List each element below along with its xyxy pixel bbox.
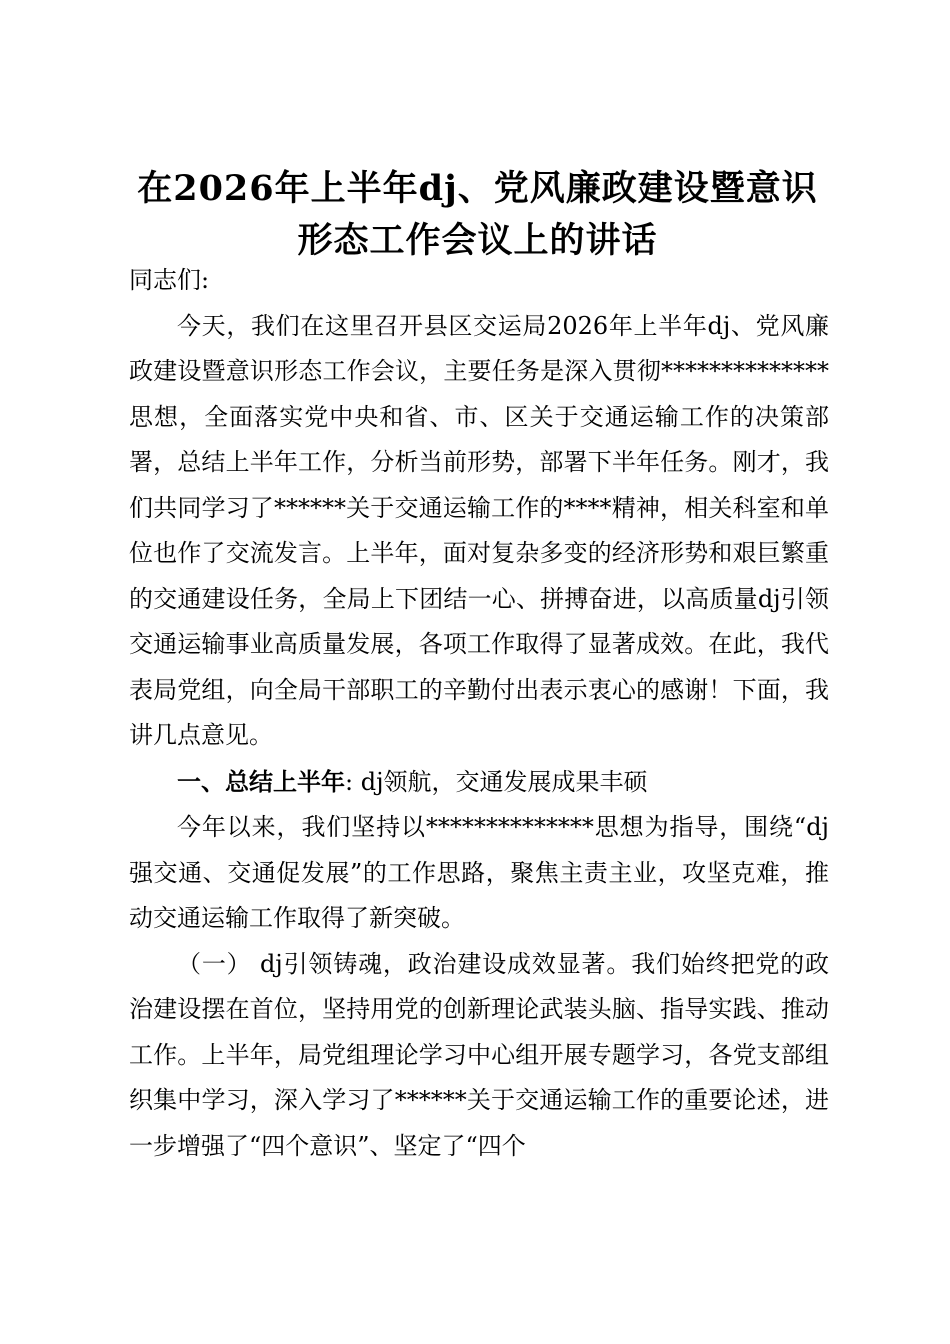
- section-heading-1: [129, 759, 829, 806]
- document-body: [129, 258, 829, 1169]
- paragraph-subsection-1: （一） dj引领铸魂，政治建设成效显著。我们始终把党的政治建设摆在首位，坚持用党的创新理论武装头脑、指导实践、推动工作。上半年，局党组理论学习中心组开展专题学习，各党支部组织集中学习，深入学习了******关于交通运输工作的重要论述，进一步增强了“四个意识”、坚定了“四个: [129, 949, 829, 1160]
- section-heading-label: 一、总结上半年: [177, 766, 345, 796]
- section-heading-text: : dj领航，交通发展成果丰硕: [345, 767, 648, 796]
- paragraph-intro: 今天，我们在这里召开县区交运局2026年上半年dj、党风廉政建设暨意识形态工作会议，主要任务是深入贯彻**************思想，全面落实党中央和省、市、区关于交通运输工作的决策部署，总结上半年工作，分析当前形势，部署下半年任务。刚才，我们共同学习了******关于交通运输工作的****精神，相关科室和单位也作了交流发言。上半年，面对复杂多变的经济形势和艰巨繁重的交通建设任务，全局上下团结一心、拼搏奋进，以高质量dj引领交通运输事业高质量发展，各项工作取得了显著成效。在此，我代表局党组，向全局干部职工的辛勤付出表示衷心的感谢！下面，我讲几点意见。: [129, 311, 829, 749]
- document-title: 在2026年上半年dj、党风廉政建设暨意识形态工作会议上的讲话: [137, 168, 818, 261]
- paragraph-section-1: 今年以来，我们坚持以**************思想为指导，围绕“dj强交通、交通促发展”的工作思路，聚焦主责主业，攻坚克难，推动交通运输工作取得了新突破。: [129, 813, 829, 932]
- salutation: 同志们:: [129, 266, 210, 294]
